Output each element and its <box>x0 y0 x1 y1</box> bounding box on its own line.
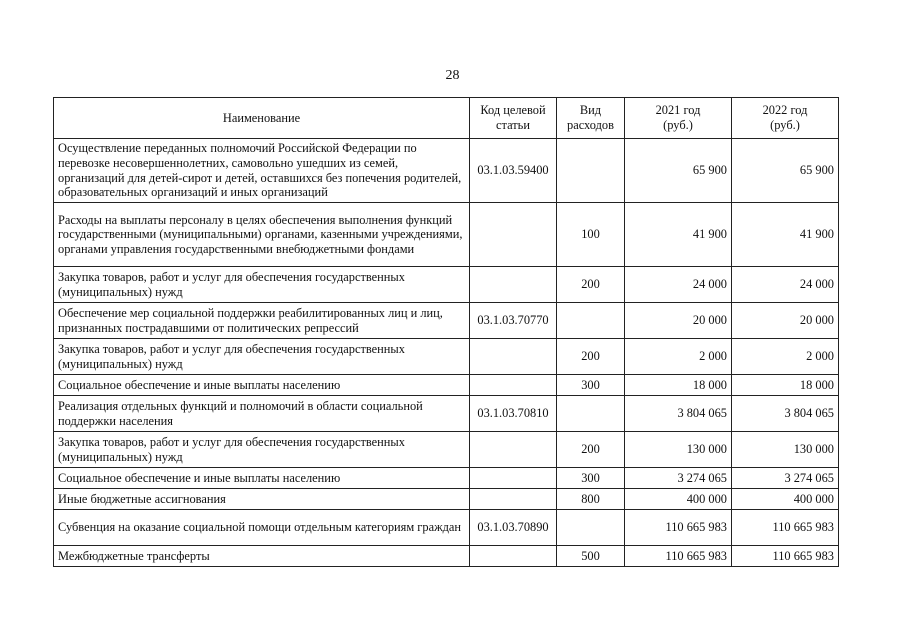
row-2022: 65 900 <box>732 139 839 203</box>
row-2022: 400 000 <box>732 489 839 510</box>
row-vid <box>557 510 625 546</box>
row-2022: 18 000 <box>732 375 839 396</box>
row-name: Субвенция на оказание социальной помощи отдельным категориям граждан <box>54 510 470 546</box>
row-name: Обеспечение мер социальной поддержки реабилитированных лиц и лиц, признанных пострадавшими от политических репрессий <box>54 303 470 339</box>
table-row <box>54 546 839 567</box>
row-code: 03.1.03.70810 <box>470 396 557 432</box>
row-vid: 200 <box>557 339 625 375</box>
row-2022: 41 900 <box>732 203 839 267</box>
row-2022: 3 274 065 <box>732 468 839 489</box>
row-vid <box>557 303 625 339</box>
row-code <box>470 203 557 267</box>
row-2021: 18 000 <box>625 375 732 396</box>
row-name: Закупка товаров, работ и услуг для обеспечения государственных (муниципальных) нужд <box>54 432 470 468</box>
header-name: Наименование <box>54 98 470 139</box>
row-name: Закупка товаров, работ и услуг для обеспечения государственных (муниципальных) нужд <box>54 267 470 303</box>
table-row <box>54 489 839 510</box>
row-code <box>470 339 557 375</box>
row-2021: 110 665 983 <box>625 510 732 546</box>
row-vid: 500 <box>557 546 625 567</box>
row-2021: 3 274 065 <box>625 468 732 489</box>
row-code <box>470 489 557 510</box>
row-code: 03.1.03.70770 <box>470 303 557 339</box>
row-name: Иные бюджетные ассигнования <box>54 489 470 510</box>
row-vid: 200 <box>557 267 625 303</box>
row-2021: 3 804 065 <box>625 396 732 432</box>
row-vid <box>557 139 625 203</box>
row-2022: 24 000 <box>732 267 839 303</box>
row-name: Межбюджетные трансферты <box>54 546 470 567</box>
row-2022: 110 665 983 <box>732 546 839 567</box>
row-2021: 24 000 <box>625 267 732 303</box>
table-row <box>54 510 839 546</box>
row-2022: 20 000 <box>732 303 839 339</box>
row-vid: 200 <box>557 432 625 468</box>
row-code: 03.1.03.70890 <box>470 510 557 546</box>
table-row <box>54 267 839 303</box>
row-name: Реализация отдельных функций и полномочий в области социальной поддержки населения <box>54 396 470 432</box>
header-vid: Вид расходов <box>557 98 625 139</box>
row-2021: 41 900 <box>625 203 732 267</box>
row-2022: 130 000 <box>732 432 839 468</box>
row-2021: 2 000 <box>625 339 732 375</box>
row-vid: 800 <box>557 489 625 510</box>
row-2021: 130 000 <box>625 432 732 468</box>
row-name: Социальное обеспечение и иные выплаты населению <box>54 375 470 396</box>
row-code: 03.1.03.59400 <box>470 139 557 203</box>
page-number: 28 <box>445 68 460 83</box>
row-vid <box>557 396 625 432</box>
budget-table <box>53 97 839 567</box>
row-code <box>470 468 557 489</box>
row-2021: 110 665 983 <box>625 546 732 567</box>
table-row <box>54 303 839 339</box>
row-name: Закупка товаров, работ и услуг для обеспечения государственных (муниципальных) нужд <box>54 339 470 375</box>
row-vid: 300 <box>557 468 625 489</box>
header-2022: 2022 год (руб.) <box>732 98 839 139</box>
row-2021: 20 000 <box>625 303 732 339</box>
row-code <box>470 267 557 303</box>
table-row <box>54 203 839 267</box>
row-code <box>470 375 557 396</box>
table-row <box>54 396 839 432</box>
header-2021: 2021 год (руб.) <box>625 98 732 139</box>
row-name: Расходы на выплаты персоналу в целях обеспечения выполнения функций государственными (муниципальными) органами, казенными учреждениями, органами управления государственными внебюджетными фондами <box>54 203 470 267</box>
row-2022: 3 804 065 <box>732 396 839 432</box>
table-row <box>54 468 839 489</box>
row-name: Социальное обеспечение и иные выплаты населению <box>54 468 470 489</box>
row-2021: 400 000 <box>625 489 732 510</box>
table-row <box>54 339 839 375</box>
row-2022: 2 000 <box>732 339 839 375</box>
row-code <box>470 546 557 567</box>
table-row <box>54 139 839 203</box>
row-vid: 100 <box>557 203 625 267</box>
row-2021: 65 900 <box>625 139 732 203</box>
row-2022: 110 665 983 <box>732 510 839 546</box>
row-name: Осуществление переданных полномочий Российской Федерации по перевозке несовершеннолетних, самовольно ушедших из семей, организаций для детей-сирот и детей, оставшихся без попечения родителей, образовательных организаций и иных организаций <box>54 139 470 203</box>
table-header-row <box>54 98 839 139</box>
table-row <box>54 375 839 396</box>
row-vid: 300 <box>557 375 625 396</box>
table-row <box>54 432 839 468</box>
header-code: Код целевой статьи <box>470 98 557 139</box>
row-code <box>470 432 557 468</box>
